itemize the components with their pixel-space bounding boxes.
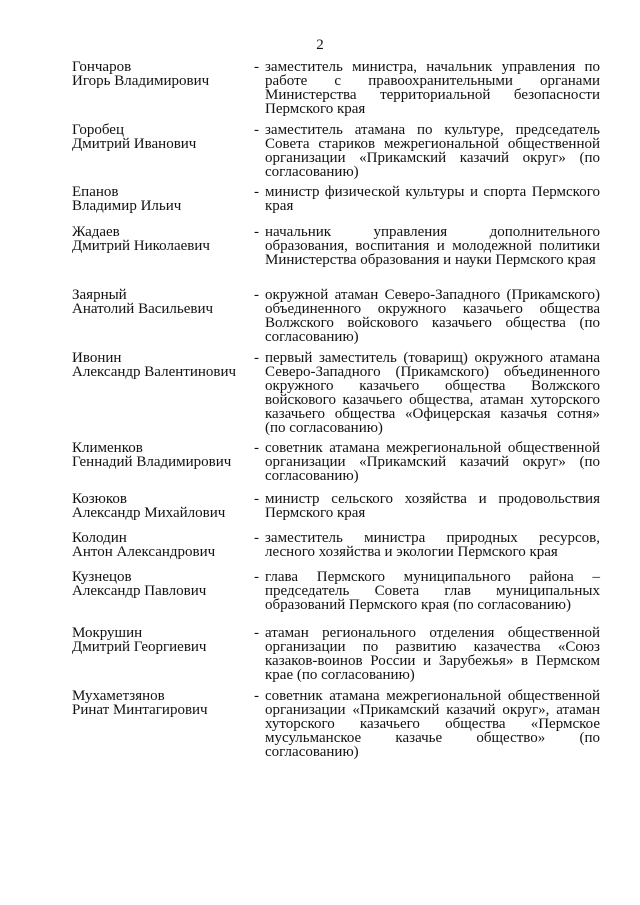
- position-text: заместитель министра, начальник управления по работе с правоохранительными органами Министерства территориальной безопасности Пермского края: [265, 59, 600, 117]
- position-text: окружной атаман Северо-Западного (Прикамского) объединенного окружного казачьего общества Волжского войскового казачьего общества (по согласованию): [265, 287, 600, 345]
- surname: Жадаев: [72, 224, 120, 240]
- dash: -: [254, 569, 259, 585]
- dash: -: [254, 530, 259, 546]
- dash: -: [254, 440, 259, 456]
- given-name: Анатолий Васильевич: [72, 301, 214, 317]
- surname: Колодин: [72, 530, 127, 546]
- surname: Мухаметзянов: [72, 688, 165, 704]
- person-position: [254, 492, 600, 520]
- person-name: [72, 123, 252, 151]
- person-name: [72, 60, 252, 88]
- person-name: [72, 531, 252, 559]
- page-number: 2: [316, 37, 324, 53]
- person-name: [72, 492, 252, 520]
- dash: -: [254, 287, 259, 303]
- person-name: [72, 185, 252, 213]
- position-text: заместитель атамана по культуре, председатель Совета стариков межрегиональной общественной организации «Прикамский казачий округ» (по согласованию): [265, 122, 600, 180]
- given-name: Дмитрий Георгиевич: [72, 639, 207, 655]
- given-name: Александр Валентинович: [72, 364, 237, 380]
- person-position: [254, 351, 600, 435]
- position-text: советник атамана межрегиональной общественной организации «Прикамский казачий округ», атаман хуторского казачьего общества «Пермское мусульманское казачье общество» (по согласованию): [265, 688, 600, 760]
- surname: Кузнецов: [72, 569, 132, 585]
- position-text: советник атамана межрегиональной общественной организации «Прикамский казачий округ» (по согласованию): [265, 440, 600, 484]
- given-name: Владимир Ильич: [72, 198, 182, 214]
- person-position: [254, 531, 600, 559]
- person-name: [72, 225, 252, 253]
- surname: Горобец: [72, 122, 124, 138]
- person-name: [72, 441, 252, 469]
- dash: -: [254, 224, 259, 240]
- position-text: глава Пермского муниципального района – председатель Совета глав муниципальных образований Пермского края (по согласованию): [265, 569, 600, 613]
- person-position: [254, 288, 600, 344]
- given-name: Дмитрий Николаевич: [72, 238, 210, 254]
- surname: Епанов: [72, 184, 119, 200]
- given-name: Антон Александрович: [72, 544, 216, 560]
- given-name: Александр Павлович: [72, 583, 207, 599]
- person-name: [72, 626, 252, 654]
- position-text: министр физической культуры и спорта Пермского края: [265, 184, 600, 214]
- given-name: Дмитрий Иванович: [72, 136, 197, 152]
- dash: -: [254, 184, 259, 200]
- given-name: Игорь Владимирович: [72, 73, 210, 89]
- surname: Мокрушин: [72, 625, 143, 641]
- position-text: министр сельского хозяйства и продовольствия Пермского края: [265, 491, 600, 521]
- person-name: [72, 689, 252, 717]
- person-position: [254, 185, 600, 213]
- person-position: [254, 60, 600, 116]
- dash: -: [254, 688, 259, 704]
- position-text: заместитель министра природных ресурсов, лесного хозяйства и экологии Пермского края: [265, 530, 600, 560]
- surname: Гончаров: [72, 59, 132, 75]
- person-position: [254, 626, 600, 682]
- person-position: [254, 225, 600, 267]
- position-text: первый заместитель (товарищ) окружного атамана Северо-Западного (Прикамского) объединенного окружного казачьего общества Волжского войскового казачьего общества, атаман хуторского казачьего общества «Офицерская казачья сотня» (по согласованию): [265, 350, 600, 436]
- dash: -: [254, 625, 259, 641]
- surname: Ивонин: [72, 350, 122, 366]
- position-text: начальник управления дополнительного образования, воспитания и молодежной политики Министерства образования и науки Пермского края: [265, 224, 600, 268]
- person-position: [254, 570, 600, 612]
- surname: Клименков: [72, 440, 143, 456]
- person-name: [72, 570, 252, 598]
- dash: -: [254, 59, 259, 75]
- given-name: Геннадий Владимирович: [72, 454, 232, 470]
- surname: Заярный: [72, 287, 127, 303]
- person-position: [254, 689, 600, 759]
- person-name: [72, 288, 252, 316]
- dash: -: [254, 350, 259, 366]
- person-position: [254, 123, 600, 179]
- given-name: Ринат Минтагирович: [72, 702, 208, 718]
- position-text: атаман регионального отделения общественной организации по развитию казачества «Союз казаков-воинов России и Зарубежья» в Пермском крае (по согласованию): [265, 625, 600, 683]
- person-position: [254, 441, 600, 483]
- person-name: [72, 351, 252, 379]
- dash: -: [254, 491, 259, 507]
- given-name: Александр Михайлович: [72, 505, 226, 521]
- surname: Козюков: [72, 491, 127, 507]
- dash: -: [254, 122, 259, 138]
